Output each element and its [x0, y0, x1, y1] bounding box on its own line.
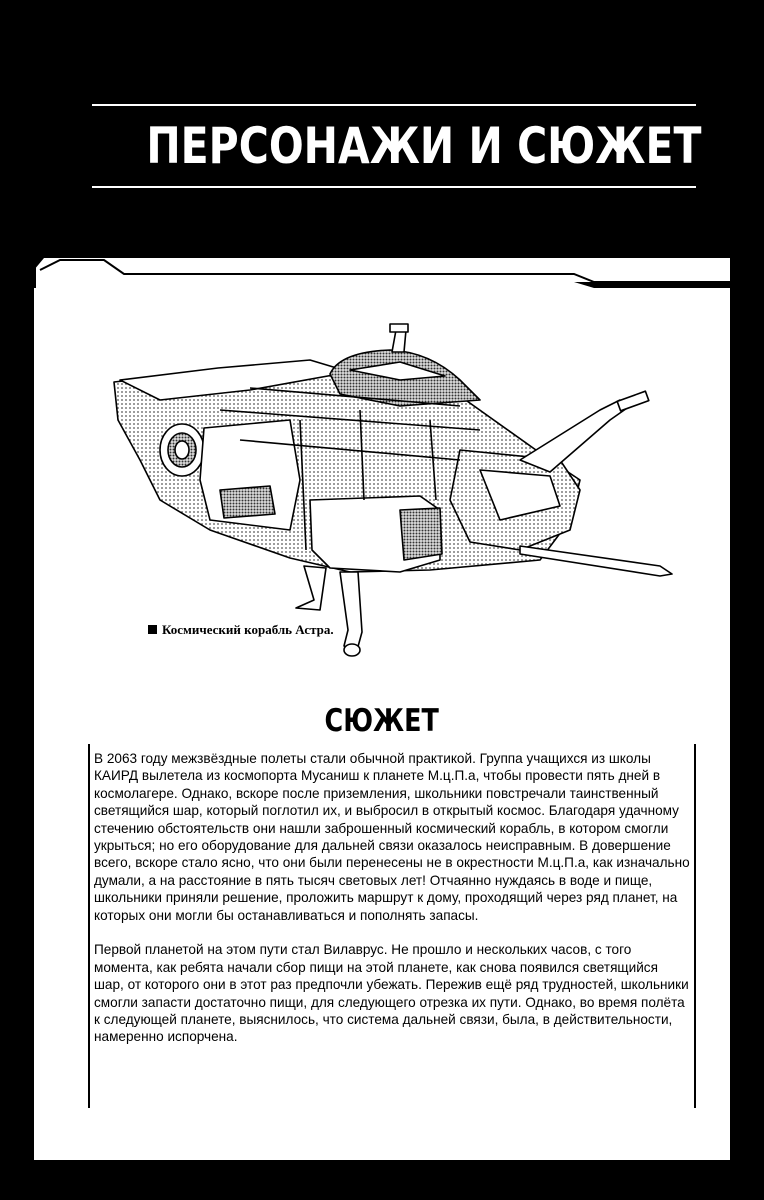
- section-heading: [0, 700, 764, 742]
- page-title: ПЕРСОНАЖИ И СЮЖЕТ: [146, 117, 702, 175]
- text-rule-left: [88, 744, 90, 1108]
- panel-frame-notch: [34, 248, 734, 288]
- story-paragraph-1: В 2063 году межзвёздные полеты стали обычной практикой. Группа учащихся из школы КАИРД вылетела из космопорта Мусаниш к планете М.ц.П.а, чтобы провести пять дней в космолагере. Однако, вскоре после приземления, школьники повстречали таинственный светящийся шар, который поглотил их, и выбросил в открытый космос. Благодаря удачному стечению обстоятельств они нашли заброшенный космический корабль, в котором смогли укрыться; но его оборудование для дальней связи оказалось неисправным. В довершение всего, вскоре стало ясно, что они были перенесены не в окрестности М.ц.П.а, как изначально думали, а на расстояние в пять тысяч световых лет! Отчаянно нуждаясь в воде и пище, школьники приняли решение, проложить маршрут к дому, проходящий через ряд планет, на которых они могли бы останавливаться и пополнять запасы.: [94, 751, 690, 923]
- story-paragraph-2: Первой планетой на этом пути стал Вилаврус. Не прошло и нескольких часов, с того момента, как ребята начали сбор пищи на этой планете, как снова появился светящийся шар, от которого они в этот раз предпочли убежать. Пережив ещё ряд трудностей, школьники смогли запасти достаточно пищи, для следующего отрезка их пути. Однако, во время полёта к следующей планете, выяснилось, что система дальней связи, была, в действительности, намеренно испорчена.: [94, 942, 689, 1045]
- caption-bullet: [148, 625, 157, 634]
- text-rule-right: [694, 744, 696, 1108]
- header-rule-bottom: [92, 186, 696, 188]
- section-heading-text: СЮЖЕТ: [324, 703, 440, 739]
- story-text: [94, 750, 690, 1063]
- figure-caption: [148, 622, 338, 640]
- spaceship-illustration: [100, 310, 680, 670]
- figure-caption-text: Космический корабль Астра.: [162, 622, 334, 637]
